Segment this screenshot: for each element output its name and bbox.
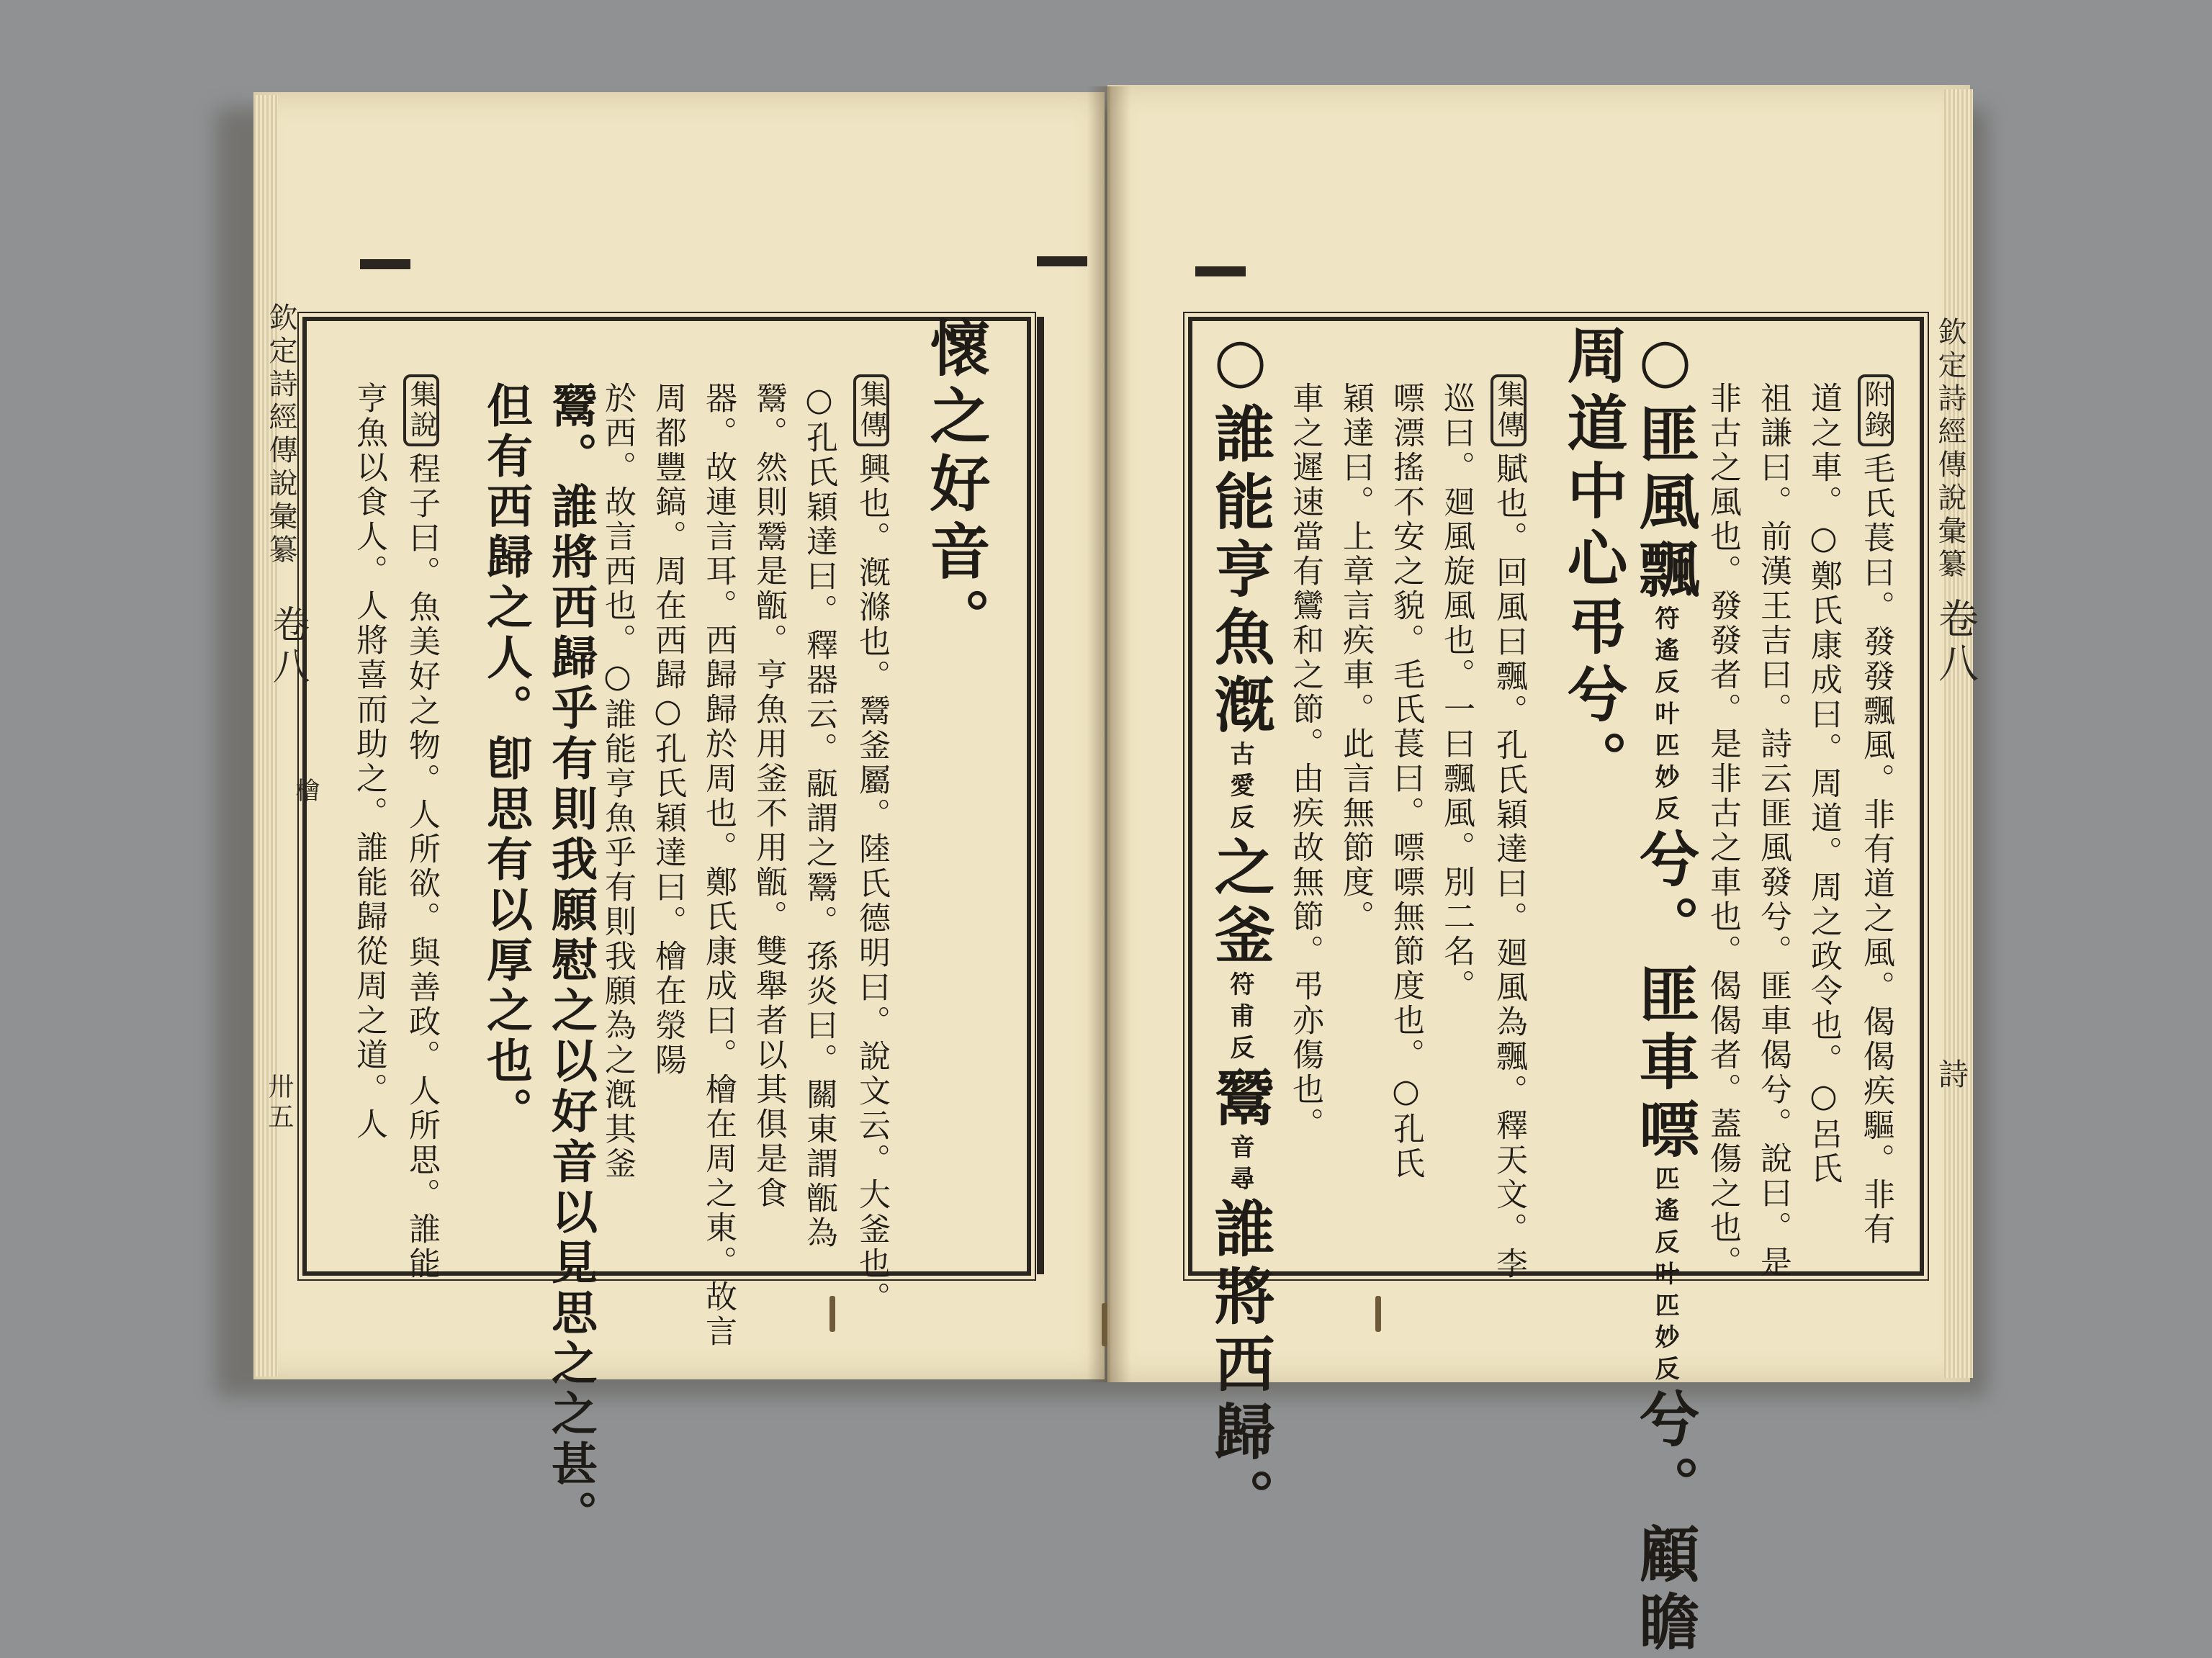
tag-jizhuan: 集傳 — [853, 374, 889, 446]
right-col-4-text3: 兮。顧瞻 — [1629, 1387, 1701, 1658]
right-col-11-main — [1205, 324, 1276, 1536]
right-col-1: 道之車。○鄭氏康成曰。周道。周之政令也。○呂氏 — [1805, 382, 1842, 1186]
left-section-label: 檜 — [291, 778, 320, 806]
left-col-9-text: 程子曰。魚美好之物。人所欲。與善政。人所思。誰能 — [403, 452, 440, 1281]
right-col-11-note3: 音尋 — [1226, 1134, 1254, 1197]
left-top-mark-2 — [1037, 256, 1087, 266]
left-col-1-text: 興也。漑滌也。鬵釜屬。陸氏德明曰。說文云。大釜也。 — [853, 452, 890, 1316]
left-header-strip: 欽定詩經傳說彙纂 — [264, 302, 297, 567]
right-col-4-text2: 兮。匪車嘌 — [1629, 827, 1701, 1166]
left-col-10: 亨魚以食人。人將喜而助之。誰能歸從周之道。人 — [351, 382, 387, 1142]
right-volume-label: 卷八 — [1932, 598, 1979, 687]
left-col-3: 鬵。然則鬵是甑。亨魚用釜不用甑。雙舉者以其俱是食 — [750, 382, 787, 1211]
right-col-9: 穎達曰。上章言疾車。此言無節度。 — [1337, 382, 1374, 934]
right-col-11-text4: 誰將西歸。 — [1205, 1197, 1276, 1536]
left-col-8: 但有西歸之人。卽思有以厚之也。 — [479, 382, 533, 1137]
binding-thread — [1102, 1303, 1107, 1346]
right-col-5-main: 周道中心弔兮。 — [1557, 324, 1629, 798]
right-col-7: 巡曰。廻風旋風也。一曰飄風。別二名。 — [1438, 382, 1475, 1004]
left-col-4: 器。故連言耳。西歸歸於周也。鄭氏康成曰。檜在周之東。故言 — [700, 382, 737, 1349]
right-col-4-note: 符遙反叶匹妙反 — [1650, 605, 1679, 827]
right-col-4-main — [1629, 324, 1701, 1658]
right-col-8: 嘌漂搖不安之貌。毛氏萇曰。嘌嘌無節度也。○孔氏 — [1388, 382, 1424, 1181]
right-top-mark — [1195, 266, 1246, 276]
right-col-2: 祖謙曰。前漢王吉曰。詩云匪風發兮。匪車偈兮。說曰。是 — [1755, 382, 1791, 1280]
right-col-11-text2: 之釜 — [1205, 836, 1276, 971]
left-folio-number: 卅五 — [264, 1073, 294, 1133]
right-col-11-note: 古愛反 — [1226, 741, 1254, 836]
left-col-2: ○孔氏穎達曰。釋器云。䰛謂之鬵。孫炎曰。關東謂甑為 — [801, 382, 837, 1251]
right-col-0 — [1858, 374, 1894, 1267]
right-col-10: 車之遲速當有鸞和之節。由疾故無節。弔亦傷也。 — [1287, 382, 1323, 1142]
right-col-4-text: ○匪風飄 — [1629, 324, 1701, 605]
left-volume-label: 卷八 — [266, 605, 309, 688]
left-outer-rule — [1037, 317, 1044, 1274]
right-section-label: 詩 — [1934, 1058, 1969, 1093]
right-col-11-text3: 鬵 — [1205, 1066, 1276, 1134]
left-col-9 — [403, 374, 440, 1281]
binding-thread — [1375, 1296, 1381, 1332]
right-col-11-text: ○誰能亨魚漑 — [1205, 324, 1276, 741]
right-header-strip: 欽定詩經傳說彙纂 — [1933, 317, 1966, 582]
right-page-edges — [1944, 89, 1973, 1378]
right-col-4-note2: 匹遙反叶匹妙反 — [1650, 1166, 1679, 1387]
left-col-6: 於西。故言西也。○誰能亨魚乎有則我願為之漑其釜 — [599, 382, 636, 1181]
left-col-0-main: 懷之好音。 — [920, 317, 992, 655]
book-gutter — [1087, 86, 1130, 1382]
left-top-mark — [360, 259, 410, 269]
left-col-7: 鬵。誰將西歸乎有則我願慰之以好音以見思之之甚。 — [544, 382, 598, 1541]
right-col-6 — [1491, 374, 1527, 1281]
left-col-1 — [853, 374, 890, 1316]
right-col-6-text: 賦也。回風曰飄。孔氏穎達曰。廻風為飄。釋天文。李 — [1491, 452, 1527, 1281]
right-col-3: 非古之風也。發發者。是非古之車也。偈偈者。蓋傷之也。 — [1704, 382, 1741, 1280]
tag-jizhuan-right: 集傳 — [1491, 374, 1527, 446]
right-col-11-note2: 符甫反 — [1226, 971, 1254, 1066]
left-page-edges — [253, 95, 278, 1377]
left-col-5: 周都豐鎬。周在西歸○孔氏穎達曰。檜在滎陽 — [649, 382, 686, 1078]
tag-jishuo: 集說 — [403, 374, 439, 446]
tag-fulu: 附錄 — [1858, 374, 1894, 446]
binding-thread — [830, 1296, 835, 1332]
right-col-0-text: 毛氏萇曰。發發飄風。非有道之風。偈偈疾驅。非有 — [1858, 452, 1894, 1247]
